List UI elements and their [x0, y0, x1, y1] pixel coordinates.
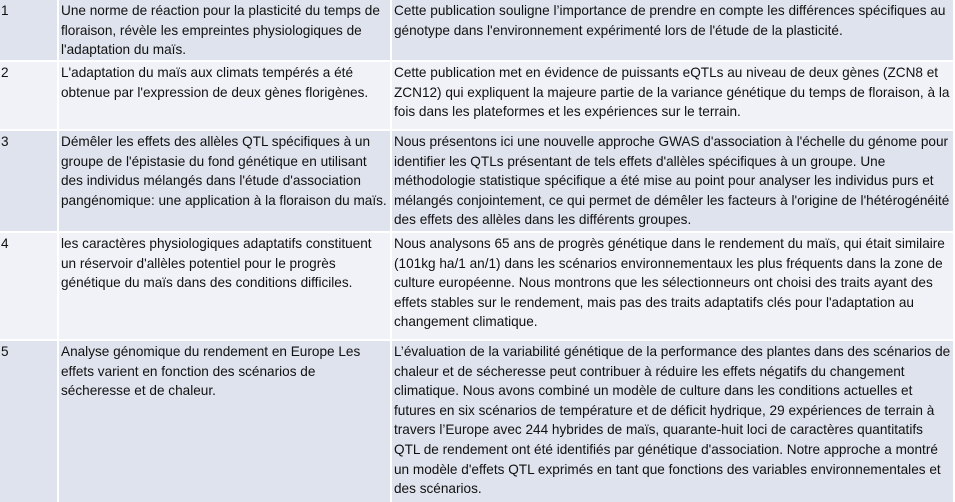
- table-row: [0, 61, 954, 130]
- row-number: 3: [0, 130, 58, 232]
- publication-title: Démêler les effets des allèles QTL spécifiques à un groupe de l'épistasie du fond génétique en utilisant des individus mélangés dans l'étude d'association pangénomique: une application à la floraison du maïs.: [58, 130, 391, 232]
- row-number: 5: [0, 340, 58, 502]
- row-number: 2: [0, 61, 58, 130]
- table-row: [0, 340, 954, 502]
- table-row: [0, 0, 954, 61]
- publication-title: Une norme de réaction pour la plasticité du temps de floraison, révèle les empreintes physiologiques de l'adaptation du maïs.: [58, 0, 391, 61]
- row-number: 1: [0, 0, 58, 61]
- table-row: [0, 232, 954, 340]
- publication-description: Nous présentons ici une nouvelle approche GWAS d'association à l'échelle du génome pour identifier les QTLs présentant de tels effets d'allèles spécifiques à un groupe. Une méthodologie statistique spécifique a été mise au point pour analyser les individus purs et mélangés conjointement, ce qui permet de démêler les facteurs à l'origine de l'hétérogénéité des effets des allèles dans les différents groupes.: [391, 130, 954, 232]
- publication-description: Cette publication met en évidence de puissants eQTLs au niveau de deux gènes (ZCN8 et ZCN12) qui expliquent la majeure partie de la variance génétique du temps de floraison, à la fois dans les plateformes et les expériences sur le terrain.: [391, 61, 954, 130]
- row-number: 4: [0, 232, 58, 340]
- publication-title: L'adaptation du maïs aux climats tempérés a été obtenue par l'expression de deux gènes florigènes.: [58, 61, 391, 130]
- publication-title: les caractères physiologiques adaptatifs constituent un réservoir d'allèles potentiel pour le progrès génétique du maïs dans des conditions difficiles.: [58, 232, 391, 340]
- publication-description: Nous analysons 65 ans de progrès génétique dans le rendement du maïs, qui était similaire (101kg ha/1 an/1) dans les scénarios environnementaux les plus fréquents dans la zone de culture européenne. Nous montrons que les sélectionneurs ont choisi des traits ayant des effets stables sur le rendement, mais pas des traits adaptatifs clés pour l'adaptation au changement climatique.: [391, 232, 954, 340]
- publication-description: L’évaluation de la variabilité génétique de la performance des plantes dans des scénarios de chaleur et de sécheresse peut contribuer à réduire les effets négatifs du changement climatique. Nous avons combiné un modèle de culture dans les conditions actuelles et futures en six scénarios de température et de déficit hydrique, 29 expériences de terrain à travers l’Europe avec 244 hybrides de maïs, quarante-huit loci de caractères quantitatifs QTL de rendement ont été identifiés par génétique d'association. Notre approche a montré un modèle d'effets QTL exprimés en tant que fonctions des variables environnementales et des scénarios.: [391, 340, 954, 502]
- publication-title: Analyse génomique du rendement en Europe Les effets varient en fonction des scénarios de sécheresse et de chaleur.: [58, 340, 391, 502]
- publication-description: Cette publication souligne l’importance de prendre en compte les différences spécifiques au génotype dans l'environnement expérimenté lors de l'étude de la plasticité.: [391, 0, 954, 61]
- table-row: [0, 130, 954, 232]
